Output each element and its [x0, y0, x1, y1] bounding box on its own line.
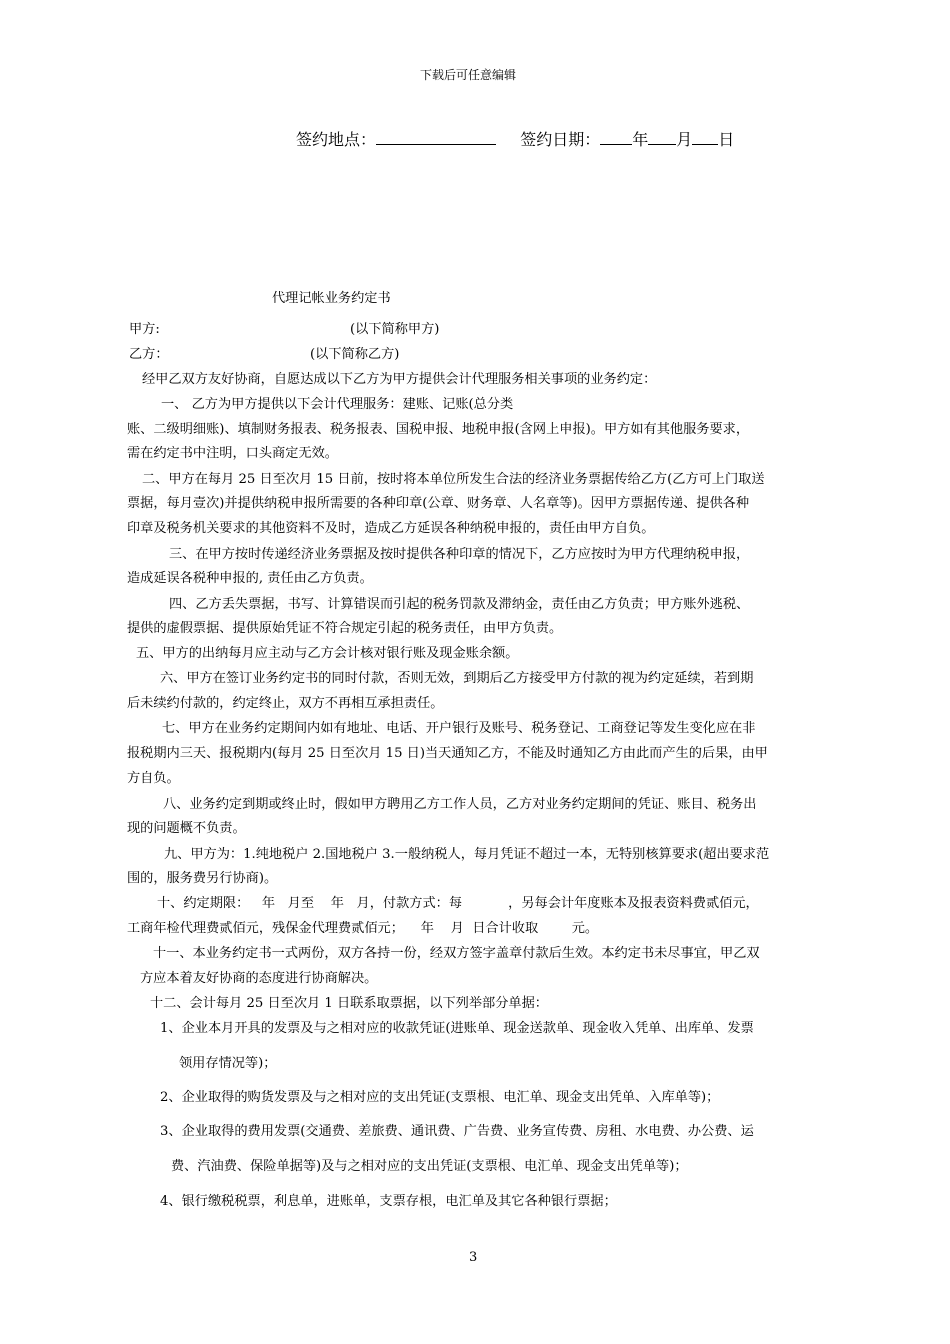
text-line: 提供的虚假票据、提供原始凭证不符合规定引起的税务责任，由甲方负责。 [127, 621, 563, 636]
day-label: 日 [718, 130, 735, 149]
text-line: 3、企业取得的费用发票(交通费、差旅费、通讯费、广告费、业务宣传费、房租、水电费、办公费、运 [160, 1124, 754, 1139]
text-line: 2、企业取得的购货发票及与之相对应的支出凭证(支票根、电汇单、现金支出凭单、入库单等)； [160, 1090, 720, 1105]
party-a-note: (以下简称甲方) [350, 322, 440, 337]
text-line: 印章及税务机关要求的其他资料不及时，造成乙方延误各种纳税申报的，责任由甲方自负。 [127, 521, 655, 536]
text-line: 领用存情况等)； [179, 1056, 277, 1071]
signing-date-label: 签约日期： [520, 130, 601, 149]
text-line: 现的问题概不负责。 [127, 821, 246, 836]
text-line: 工商年检代理费贰佰元，残保金代理费贰佰元； 年 月 日合计收取 元。 [127, 921, 599, 936]
text-line: 后未续约付款的，约定终止，双方不再相互承担责任。 [127, 696, 444, 711]
party-a-label: 甲方: [129, 322, 160, 337]
text-line: 六、甲方在签订业务约定书的同时付款，否则无效，到期后乙方接受甲方付款的视为约定延续，若到期 [160, 671, 754, 686]
text-line: 二、甲方在每月 25 日至次月 15 日前，按时将本单位所发生合法的经济业务票据传给乙方(乙方可上门取送 [142, 472, 765, 487]
text-line: 五、甲方的出纳每月应主动与乙方会计核对银行账及现金账余额。 [136, 646, 519, 661]
text-line: 1、企业本月开具的发票及与之相对应的收款凭证(进账单、现金送款单、现金收入凭单、出库单、发票 [160, 1021, 754, 1036]
text-line: 费、汽油费、保险单据等)及与之相对应的支出凭证(支票根、电汇单、现金支出凭单等)； [171, 1159, 688, 1174]
year-blank [600, 130, 632, 145]
signing-place-label: 签约地点： [296, 130, 377, 149]
text-line: 方应本着友好协商的态度进行协商解决。 [140, 971, 378, 986]
text-line: 九、甲方为：1.纯地税户 2.国地税户 3.一般纳税人，每月凭证不超过一本，无特别核算要求(超出要求范 [164, 847, 770, 862]
text-line: 票据，每月壹次)并提供纳税申报所需要的各种印章(公章、财务章、人名章等)。因甲方票据传递、提供各种 [127, 496, 750, 511]
text-line: 十、约定期限： 年 月至 年 月，付款方式：每 ，另每会计年度账本及报表资料费贰佰元， [157, 896, 759, 911]
text-line: 4、银行缴税税票，利息单，进账单，支票存根，电汇单及其它各种银行票据； [160, 1194, 617, 1209]
text-line: 报税期内三天、报税期内(每月 25 日至次月 15 日)当天通知乙方，不能及时通知乙方由此而产生的后果，由甲 [127, 746, 768, 761]
text-line: 造成延误各税种申报的, 责任由乙方负责。 [127, 571, 373, 586]
header-note: 下载后可任意编辑 [420, 68, 517, 82]
text-line: 七、甲方在业务约定期间内如有地址、电话、开户银行及账号、税务登记、工商登记等发生变化应在非 [162, 721, 756, 736]
month-blank [648, 130, 676, 145]
text-line: 需在约定书中注明，口头商定无效。 [127, 446, 338, 461]
party-b-note: (以下简称乙方) [310, 347, 400, 362]
party-b-label: 乙方： [129, 347, 169, 362]
day-blank [692, 130, 718, 145]
text-line: 十二、会计每月 25 日至次月 1 日联系取票据，以下列举部分单据： [150, 996, 548, 1011]
month-label: 月 [676, 130, 693, 149]
signing-place-blank [376, 130, 496, 145]
signature-line [296, 127, 734, 150]
text-line: 围的，服务费另行协商)。 [127, 871, 278, 886]
page-number: 3 [469, 1250, 478, 1265]
text-line: 四、乙方丢失票据，书写、计算错误而引起的税务罚款及滞纳金，责任由乙方负责；甲方账外逃税、 [169, 597, 750, 612]
year-label: 年 [632, 130, 649, 149]
text-line: 八、业务约定到期或终止时，假如甲方聘用乙方工作人员，乙方对业务约定期间的凭证、账目、税务出 [163, 797, 757, 812]
text-line: 一、 乙方为甲方提供以下会计代理服务：建账、记账(总分类 [161, 397, 514, 412]
text-line: 三、在甲方按时传递经济业务票据及按时提供各种印章的情况下，乙方应按时为甲方代理纳税申报， [169, 547, 750, 562]
text-line: 方自负。 [127, 771, 180, 786]
text-line: 账、二级明细账)、填制财务报表、税务报表、国税申报、地税申报(含网上申报)。甲方如有其他服务要求， [127, 422, 750, 437]
text-line: 十一、本业务约定书一式两份，双方各持一份，经双方签字盖章付款后生效。本约定书未尽事宜，甲乙双 [153, 946, 760, 961]
document-title: 代理记帐业务约定书 [272, 291, 391, 306]
text-line: 经甲乙双方友好协商，自愿达成以下乙方为甲方提供会计代理服务相关事项的业务约定： [142, 372, 657, 387]
